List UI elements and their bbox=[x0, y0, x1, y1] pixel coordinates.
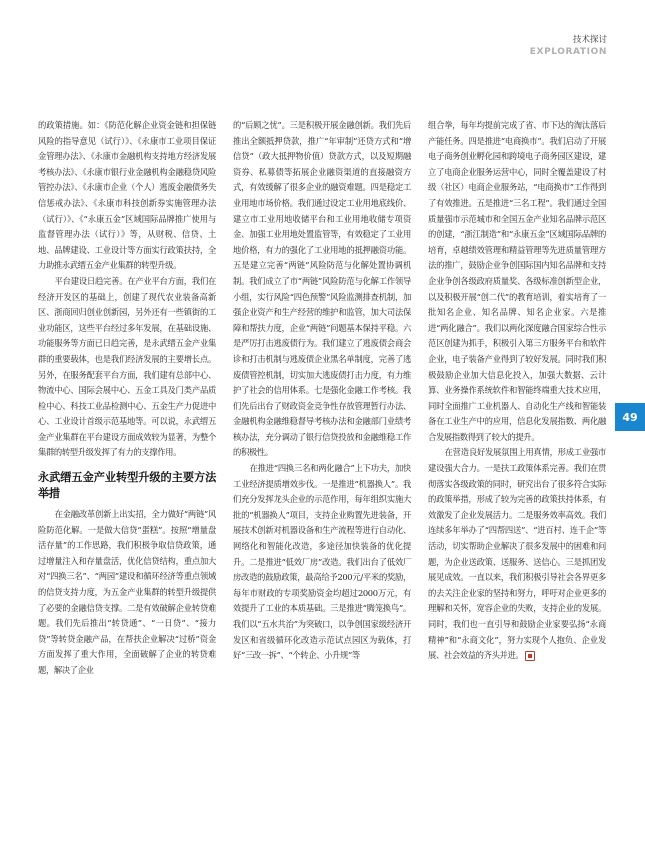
section-label-english: EXPLORATION bbox=[529, 47, 607, 57]
text-column-1 bbox=[38, 118, 216, 679]
text-column-2 bbox=[233, 118, 411, 664]
paragraph: 组合拳，每年均提前完成了省、市下达的淘汰落后产能任务。四是推进“电商换市”。我们启动了开展电子商务创业孵化园和跨境电子商务园区建设，建立了电商企业服务运营中心，同时全覆盖建设了村级（社区）电商企业服务站，“电商换市”工作得到了有效推进。五是推进“三名工程”。我们通过全国质量强市示范城市和全国五金产业知名品牌示范区的创建，“浙江制造”和“永康五金”区域国际品牌的培育，卓越绩效管理和精益管理等先进质量管理方法的推广，鼓励企业争创国际国内知名品牌和支持企业争创各级政府质量奖、各级标准创新型企业，以及积极开展“创二代”的教育培训，着实培育了一批知名企业、知名品牌、知名企业家。六是推进“两化融合”。我们以两化深度融合国家综合性示范区创建为抓手，积极引入第三方服务平台和软件企业，电子装备产业得到了较好发展。同时我们积极鼓励企业加大信息化投入，加强大数据、云计算、业务操作系统软件和智能终端重大技术应用，同时全面推广工业机器人、自动化生产线和智能装备在工业生产中的应用，信息化发展指数、两化融合发展指数得到了较大的提升。 bbox=[428, 120, 606, 442]
paragraph: 在推进“四换三名和两化融合”上下功夫，加快工业经济提质增效步伐。一是推进“机器换人”。我们充分发挥龙头企业的示范作用，每年组织实施大批的“机器换人”项目，支持企业购置先进装备，开展技术创新对机器设备和生产流程等进行自动化、网络化和智能化改造，多途径加快装备的优化提升。二是推进“低效厂房”改造。我们出台了低效厂房改造的鼓励政策，最高给予200元/平米的奖励，每年市财政的专项奖励资金均超过2000万元，有效提升了工业的本质基础。三是推进“腾笼换鸟”。我们以“五水共治”为突破口，以争创国家级经济开发区和省级循环化改造示范试点园区为载体，打好“三改一拆”、“个转企、小升规”等 bbox=[233, 463, 411, 661]
paragraph: 平台建设日趋完善。在产业平台方面，我们在经济开发区的基础上，创建了现代农业装备高新区、浙商回归创业创新园，另外还有一些镇街的工业功能区，这些平台经过多年发展，在基础设施、功能服务等方面已日趋完善，是永武缙五金产业集群的重要载体，也是我们经济发展的主要增长点。另外，在服务配套平台方面，我们建有总部中心、物流中心、国际会展中心、五金工具及门类产品质检中心、科技工业品检测中心、五金生产力促进中心、工业设计首级示范基地等。可以说，永武缙五金产业集群在平台建设方面成效较为显著，为整个集群的转型升级发挥了有力的支撑作用。 bbox=[38, 275, 216, 458]
text-column-3 bbox=[428, 118, 606, 664]
section-label: 技术探讨 bbox=[572, 35, 607, 45]
page-number: 49 bbox=[622, 410, 638, 424]
paragraph: 的“后顾之忧”。三是积极开展金融创新。我们先后推出全额抵押贷款，推广“年审制”还贷方式和“增信贷”（政大抵押物价值）贷款方式，以及短期融资券、私募债等拓展企业融资渠道的直接融资方式，有效缓解了很多企业的融资难题。四是稳定工业用地市场价格。我们通过设定工业用地底线价、建立市工业用地收储平台和工业用地收储专项资金、加强工业用地处置监管等，有效稳定了工业用地价格，有力的强化了工业用地的抵押融资功能。五是建立完善“两链”风险防范与化解处置协调机制。我们成立了市“两链”风险防范与化解工作领导小组，实行风险“四色预警”风险监测排查机制，加强企业资产和生产经营的维护和监管，加大司法保障和帮扶力度，企业“两链”问题基本保持平稳。六是严厉打击逃废债行为。我们建立了逃废债会商会诊和打击机制与逃废债企业黑名单制度，完善了逃废债管控机制，切实加大逃废债打击力度，有力维护了社会的信用体系。七是强化金融工作考核。我们先后出台了财政资金竞争性存放管理暂行办法、金融机构金融维稳督导考核办法和金融部门业绩考核办法，充分调动了银行信贷投放和金融维稳工作的积极性。 bbox=[233, 120, 411, 458]
paragraph: 在金融改革创新上出实招，全力做好“两链”风险防范化解。一是做大信贷“蛋糕”。按照“增量盘活存量”的工作思路，我们积极争取信贷政策，通过增量注入和存量盘活，优化信贷结构，重点加大对“四换三名”、“两园”建设和循环经济等重点领域的信贷支持力度，为五金产业集群的转型升级提供了必要的金融信贷支撑。二是有效破解企业转贷难题。我们先后推出“转贷通”、“一日贷”、“接力贷”等转贷金融产品，在帮扶企业解决“过桥”资金方面发挥了重大作用，全面破解了企业的转贷难题，解决了企业 bbox=[38, 509, 216, 675]
paragraph-text: 在营造良好发展氛围上用真情，形成工业强市建设强大合力。一是扶工政策体系完善。我们在贯彻落实各级政策的同时，研究出台了很多符合实际的政策举措，形成了较为完善的政策扶持体系，有效激发了企业发展活力。二是服务效率高效。我们连续多年举办了“四帮四送”、“进百村、连千企”等活动，切实帮助企业解决了很多发展中的困难和问题，为企业送政策、送服务、送信心。三是抓团发展见成效。一直以来，我们积极引导社会各界更多的去关注企业家的坚持和努力，呼吁对企业更多的理解和关怀，宽容企业的失败，支持企业的发展。同时，我们也一直引导和鼓励企业家要弘扬“永商精神”和“永商文化”，努力实现个人抱负、企业发展、社会效益的齐头并进。 bbox=[428, 447, 606, 661]
end-of-article-icon bbox=[525, 651, 535, 661]
paragraph: 的政策措施。如：《防范化解企业资金链和担保链风险的指导意见（试行）》、《永康市工业项目保证金管理办法》、《永康市金融机构支持地方经济发展考核办法》、《永康市银行业金融机构金融稳贷风险管控办法》、《永康市企业（个人）逃废金融债务失信惩戒办法》、《永康市科技创新券实施管理办法（试行）》、《“永康五金”区域国际品牌推广使用与监督管理办法（试行）》等，从财税、信贷、土地、品牌建设、工业设计等方面实行政策扶持，全力助推永武缙五金产业集群的转型升级。 bbox=[38, 120, 216, 271]
running-header bbox=[530, 35, 607, 58]
page-number-tab bbox=[615, 403, 645, 431]
section-heading: 永武缙五金产业转型升级的主要方法举措 bbox=[38, 471, 216, 501]
paragraph bbox=[428, 445, 606, 663]
